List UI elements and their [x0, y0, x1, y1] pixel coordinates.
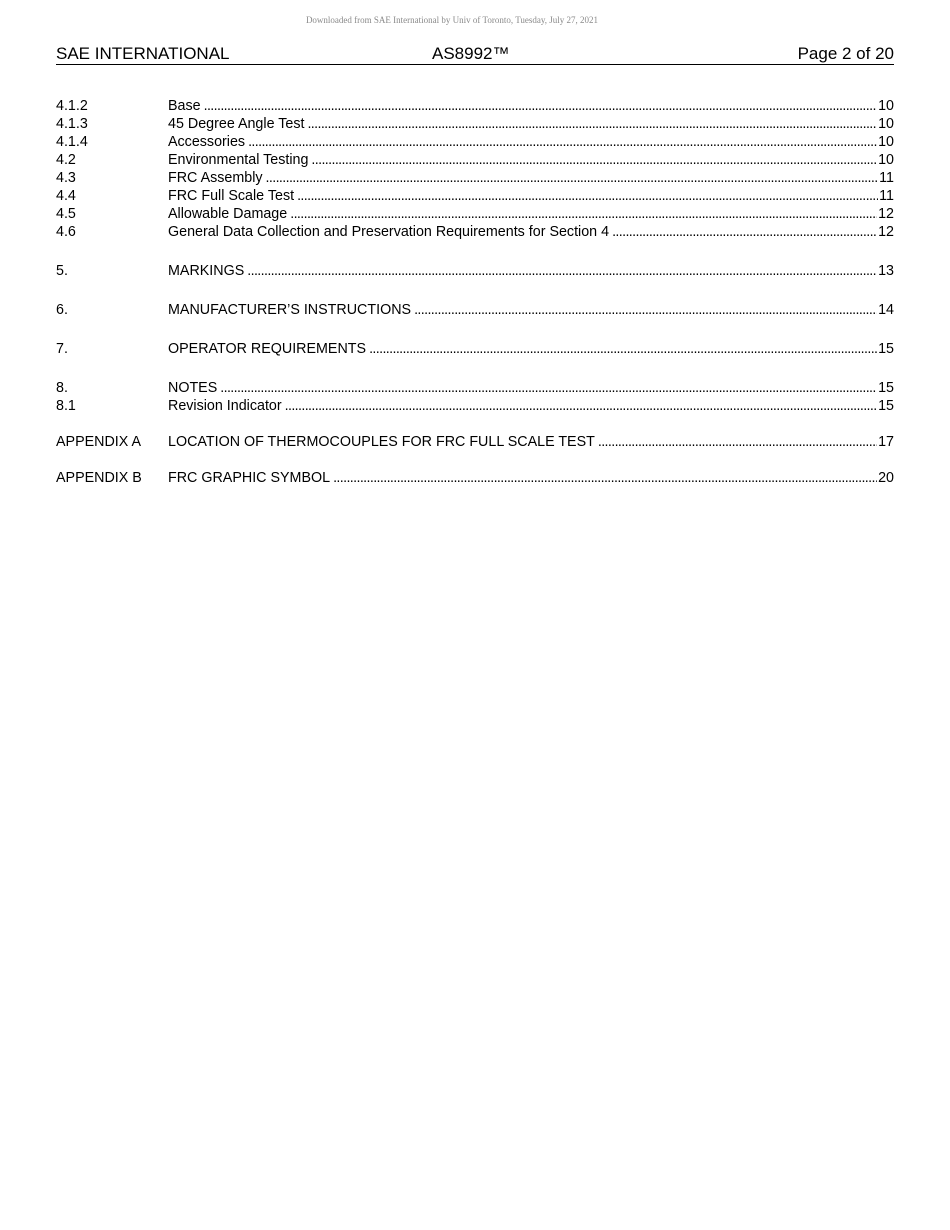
toc-entry-title: FRC Full Scale Test: [168, 188, 295, 204]
download-watermark: Downloaded from SAE International by Univ of Toronto, Tuesday, July 27, 2021: [305, 15, 599, 25]
toc-group: [56, 97, 894, 241]
toc-dot-leader: [414, 301, 877, 319]
toc-entry-number: 4.6: [56, 224, 76, 240]
toc-entry-title: Environmental Testing: [168, 152, 309, 168]
toc-group: [56, 433, 894, 451]
toc-entry-page: 11: [879, 170, 894, 186]
toc-dot-leader: [248, 133, 877, 151]
toc-entry-title: General Data Collection and Preservation Requirements for Section 4: [168, 224, 610, 240]
toc-entry-title: MARKINGS: [168, 263, 245, 279]
toc-entry[interactable]: [56, 379, 894, 397]
toc-dot-leader: [220, 379, 877, 397]
toc-entry[interactable]: [56, 262, 894, 280]
toc-entry[interactable]: [56, 133, 894, 151]
toc-entry-title: MANUFACTURER’S INSTRUCTIONS: [168, 302, 412, 318]
toc-entry-page: 11: [879, 188, 894, 204]
toc-entry-title: NOTES: [168, 380, 218, 396]
toc-dot-leader: [369, 340, 877, 358]
toc-dot-leader: [311, 151, 877, 169]
toc-entry-number: APPENDIX B: [56, 470, 142, 486]
toc-entry-title: FRC GRAPHIC SYMBOL: [168, 470, 331, 486]
toc-dot-leader: [307, 115, 877, 133]
toc-entry-page: 15: [878, 380, 894, 396]
table-of-contents: [56, 97, 894, 487]
page-header: [56, 44, 894, 65]
toc-entry-page: 12: [878, 224, 894, 240]
toc-entry-title: FRC Assembly: [168, 170, 263, 186]
header-organization: SAE INTERNATIONAL: [56, 44, 230, 63]
toc-group: [56, 469, 894, 487]
toc-entry-number: 8.: [56, 380, 68, 396]
toc-entry-page: 10: [878, 98, 894, 114]
toc-entry[interactable]: [56, 115, 894, 133]
toc-entry[interactable]: [56, 469, 894, 487]
toc-entry[interactable]: [56, 205, 894, 223]
toc-entry-title: Base: [168, 98, 201, 114]
toc-entry[interactable]: [56, 169, 894, 187]
toc-entry-number: 7.: [56, 341, 68, 357]
toc-dot-leader: [333, 469, 877, 487]
toc-entry-title: 45 Degree Angle Test: [168, 116, 305, 132]
toc-entry[interactable]: [56, 397, 894, 415]
toc-dot-leader: [290, 205, 877, 223]
toc-dot-leader: [204, 97, 878, 115]
toc-entry-number: 4.4: [56, 188, 76, 204]
toc-entry[interactable]: [56, 223, 894, 241]
toc-entry[interactable]: [56, 97, 894, 115]
toc-entry-page: 17: [878, 434, 894, 450]
toc-entry-number: 4.5: [56, 206, 76, 222]
header-document-number: AS8992™: [432, 44, 510, 63]
toc-group: [56, 262, 894, 280]
toc-entry-page: 15: [878, 398, 894, 414]
toc-entry-title: OPERATOR REQUIREMENTS: [168, 341, 367, 357]
toc-dot-leader: [247, 262, 877, 280]
toc-entry[interactable]: [56, 151, 894, 169]
toc-entry-number: 8.1: [56, 398, 76, 414]
toc-group: [56, 379, 894, 415]
toc-dot-leader: [598, 433, 877, 451]
toc-entry-page: 10: [878, 152, 894, 168]
toc-entry-number: 5.: [56, 263, 68, 279]
toc-entry-page: 13: [878, 263, 894, 279]
toc-entry-number: 4.3: [56, 170, 76, 186]
toc-dot-leader: [285, 397, 877, 415]
toc-entry[interactable]: [56, 433, 894, 451]
toc-dot-leader: [266, 169, 879, 187]
toc-entry-title: Revision Indicator: [168, 398, 282, 414]
toc-group: [56, 340, 894, 358]
toc-entry-page: 10: [878, 134, 894, 150]
toc-entry-title: LOCATION OF THERMOCOUPLES FOR FRC FULL SCALE TEST: [168, 434, 595, 450]
toc-entry-number: 6.: [56, 302, 68, 318]
toc-dot-leader: [612, 223, 877, 241]
toc-entry-number: 4.1.4: [56, 134, 88, 150]
toc-entry-title: Accessories: [168, 134, 246, 150]
toc-entry-number: 4.1.3: [56, 116, 88, 132]
toc-group: [56, 301, 894, 319]
toc-dot-leader: [297, 187, 878, 205]
toc-entry-page: 20: [878, 470, 894, 486]
toc-entry-number: APPENDIX A: [56, 434, 142, 450]
toc-entry-number: 4.1.2: [56, 98, 88, 114]
toc-entry-page: 14: [878, 302, 894, 318]
header-page-number: Page 2 of 20: [797, 44, 894, 63]
toc-entry[interactable]: [56, 340, 894, 358]
toc-entry-title: Allowable Damage: [168, 206, 288, 222]
toc-entry[interactable]: [56, 187, 894, 205]
toc-entry[interactable]: [56, 301, 894, 319]
toc-entry-page: 15: [878, 341, 894, 357]
toc-entry-page: 10: [878, 116, 894, 132]
toc-entry-number: 4.2: [56, 152, 76, 168]
toc-entry-page: 12: [878, 206, 894, 222]
